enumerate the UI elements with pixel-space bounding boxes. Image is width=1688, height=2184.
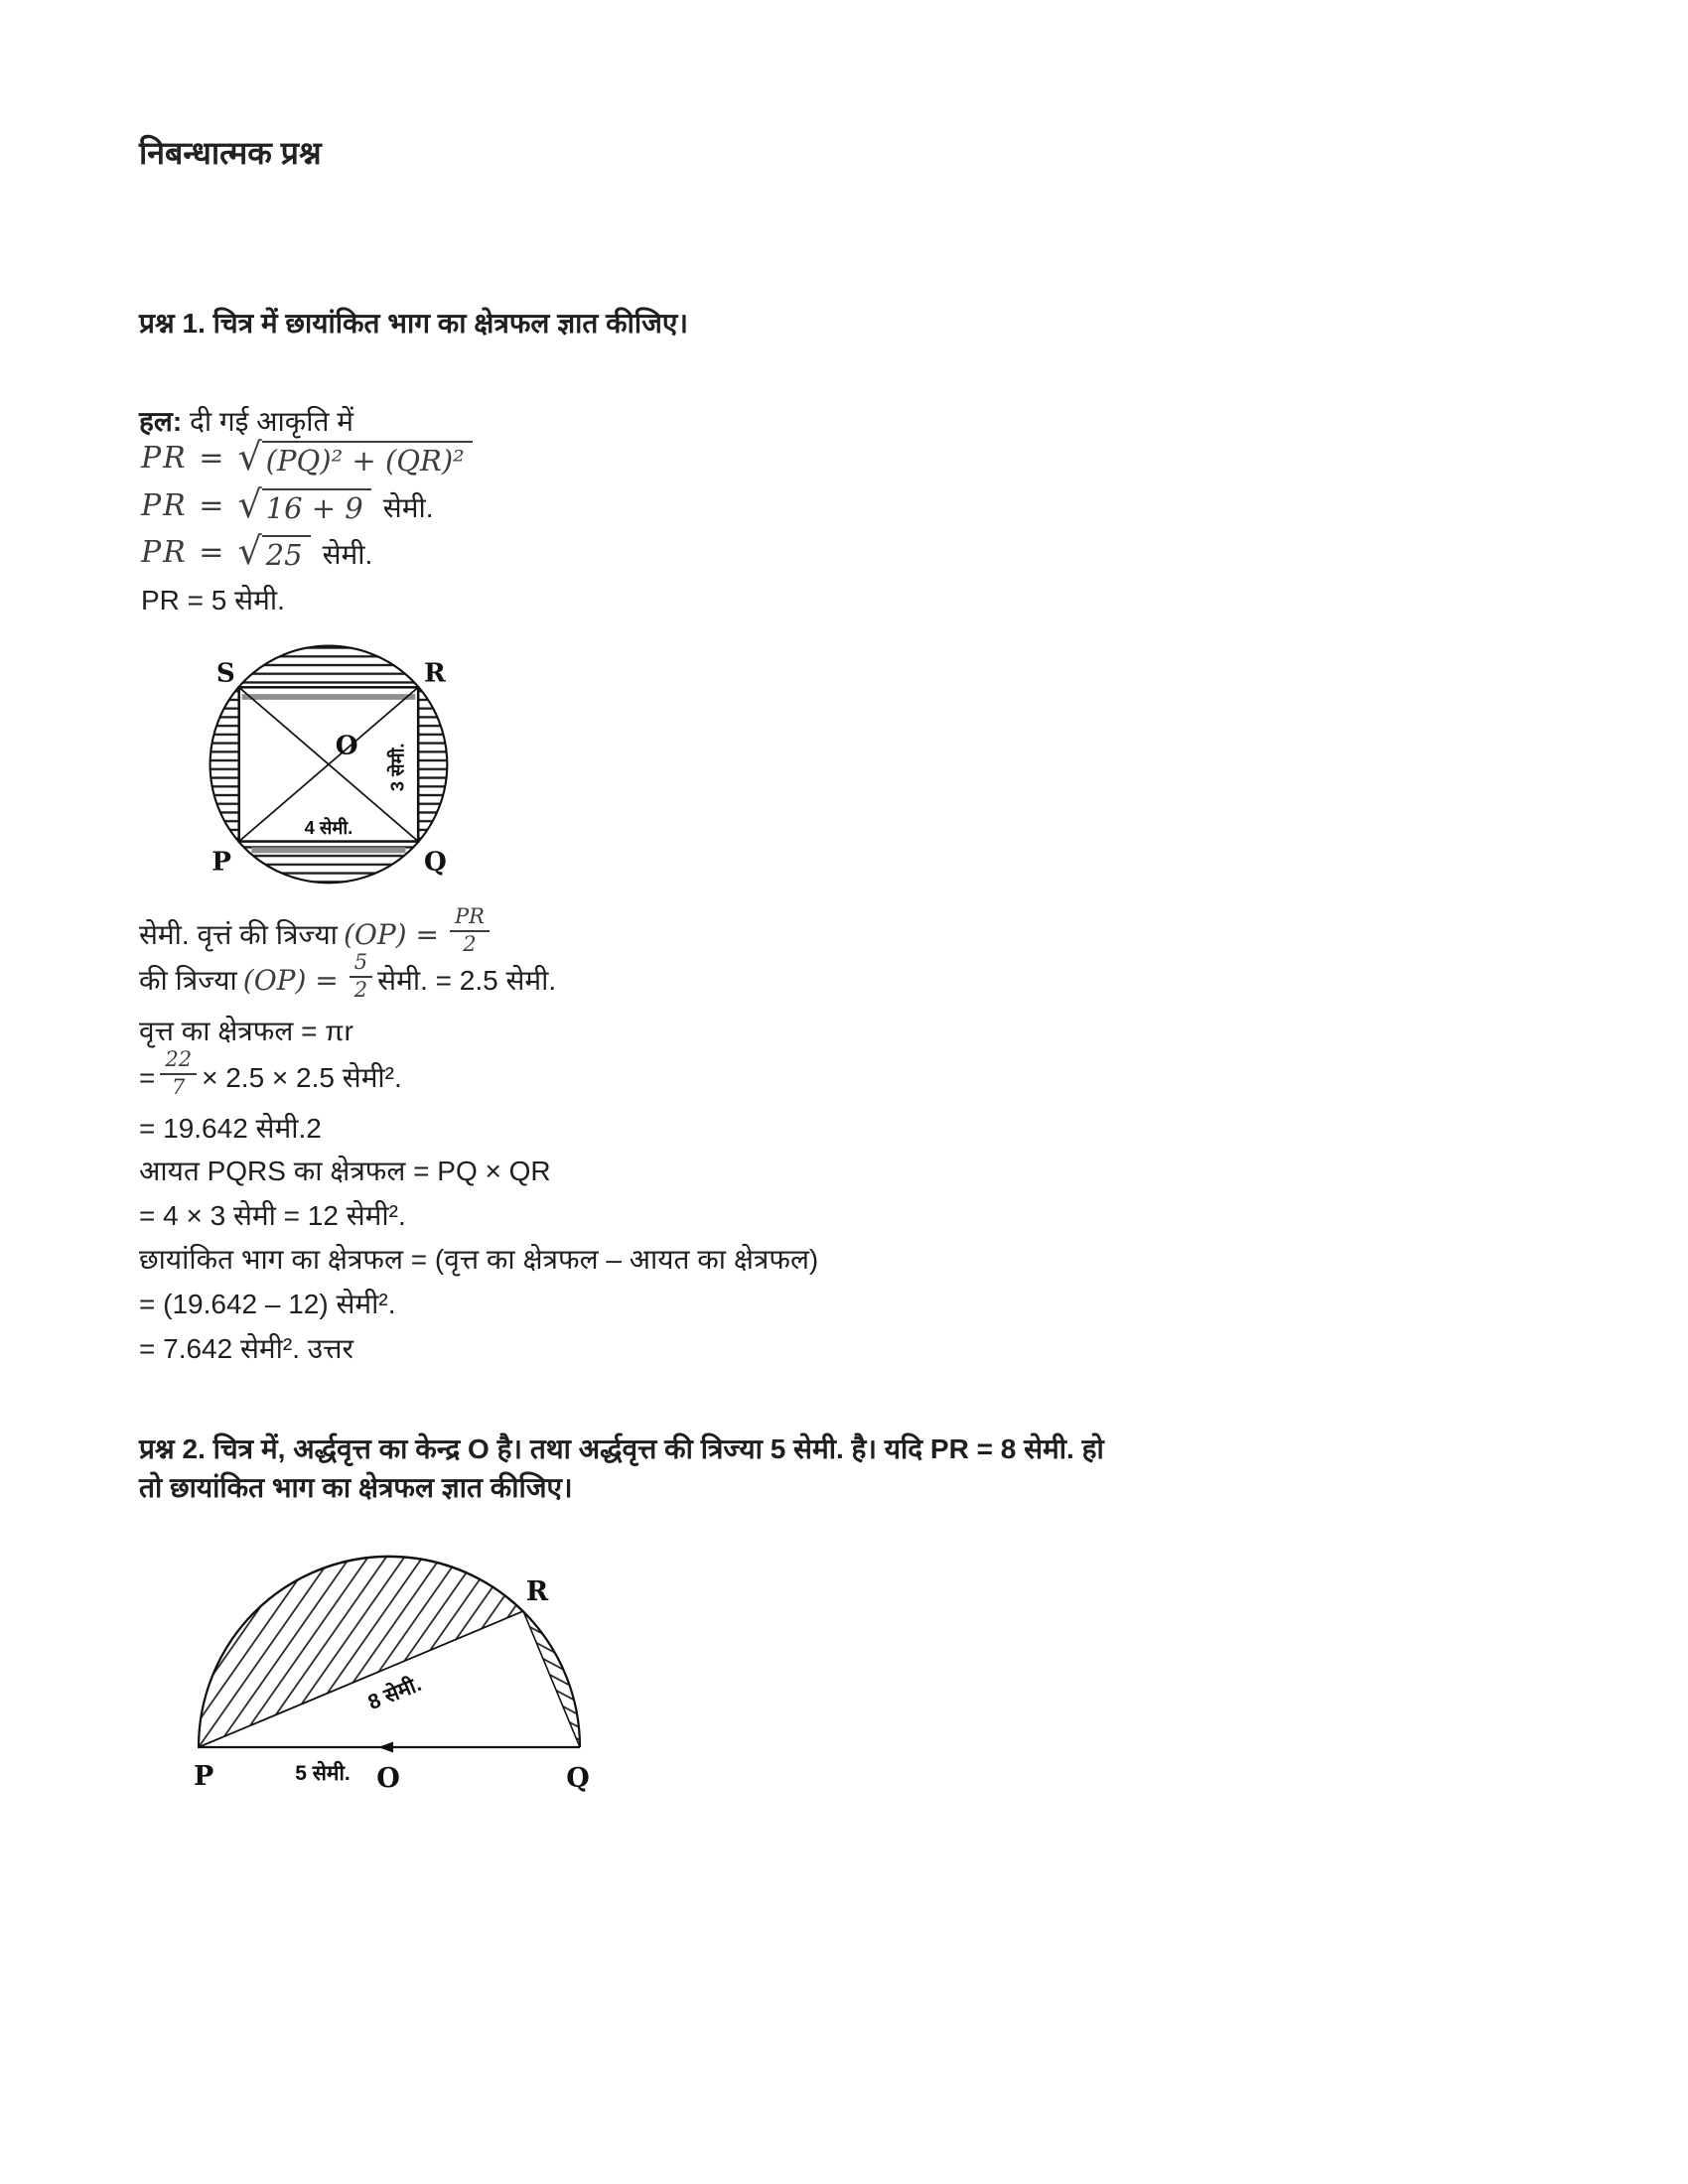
radicand: 25 bbox=[262, 535, 311, 572]
vertex-label-s: S bbox=[215, 657, 235, 689]
solution-intro-text: दी गई आकृति में bbox=[182, 406, 354, 437]
equals-sign: = bbox=[139, 1061, 156, 1093]
question-1-text: प्रश्न 1. चित्र में छायांकित भाग का क्षेत्रफल ज्ञात कीजिए। bbox=[139, 308, 689, 339]
equation-lhs: PR = bbox=[141, 441, 226, 476]
solution-line-answer: = 7.642 सेमी². उत्तर bbox=[139, 1333, 353, 1364]
question-2-line-2: तो छायांकित भाग का क्षेत्रफल ज्ञात कीजिए। bbox=[139, 1472, 573, 1503]
solution-line-area-calc bbox=[139, 1047, 402, 1103]
solution-line-shaded-area-formula: छायांकित भाग का क्षेत्रफल = (वृत्त का क्षेत्रफल – आयत का क्षेत्रफल) bbox=[139, 1244, 819, 1275]
figure-circle-with-rectangle bbox=[197, 617, 457, 907]
solution-line-circle-area-value: = 19.642 सेमी.2 bbox=[139, 1113, 322, 1144]
vertex-label-q: Q bbox=[424, 846, 447, 878]
fraction-numerator: PR bbox=[450, 905, 490, 932]
question-2-line-1: प्रश्न 2. चित्र में, अर्द्धवृत्त का केन्द्र O है। तथा अर्द्धवृत्त की त्रिज्या 5 सेमी. है। यदि PR = 8 सेमी. हो bbox=[139, 1433, 1104, 1464]
equation-lhs: PR = bbox=[141, 488, 226, 523]
center-marker-o bbox=[378, 1742, 393, 1753]
base-dimension-label: 4 सेमी. bbox=[304, 816, 353, 838]
solution-line-radius-value bbox=[139, 950, 557, 1006]
solution-line-radius bbox=[139, 904, 494, 960]
equation-pr-5: PR = 5 सेमी. bbox=[141, 585, 285, 615]
shaded-segment-rq bbox=[523, 1611, 580, 1747]
question-2-text bbox=[139, 1430, 1579, 1507]
fraction-numerator: 22 bbox=[160, 1048, 197, 1075]
vertex-label-p: P bbox=[194, 1761, 214, 1792]
radius-dimension-label: 5 सेमी. bbox=[295, 1762, 351, 1785]
radical-sign: √ bbox=[237, 435, 262, 478]
square-root bbox=[237, 529, 310, 573]
line-rest: सेमी. = 2.5 सेमी. bbox=[377, 964, 557, 996]
vertex-label-r: R bbox=[525, 1576, 549, 1607]
solution-label: हल: bbox=[139, 406, 183, 437]
fraction-numerator: 5 bbox=[350, 951, 372, 978]
center-label-o: O bbox=[335, 730, 358, 761]
solution-line-rectangle-area-value: = 4 × 3 सेमी = 12 सेमी². bbox=[139, 1200, 406, 1231]
square-root bbox=[237, 482, 370, 526]
equation-pr-root-25 bbox=[141, 529, 373, 573]
fraction-22-7 bbox=[160, 1048, 197, 1099]
unit-label: सेमी. bbox=[382, 492, 434, 523]
chord-dimension-label: 8 सेमी. bbox=[364, 1672, 425, 1715]
center-label-o: O bbox=[376, 1763, 400, 1794]
section-heading: निबन्धात्मक प्रश्न bbox=[139, 135, 322, 171]
line-text: की त्रिज्या bbox=[139, 964, 237, 996]
fraction-denominator: 7 bbox=[172, 1074, 186, 1099]
unit-label: सेमी. bbox=[322, 539, 373, 570]
fraction-denominator: 2 bbox=[463, 931, 477, 956]
solution-line-rectangle-area: आयत PQRS का क्षेत्रफल = PQ × QR bbox=[139, 1156, 551, 1186]
radical-sign: √ bbox=[237, 529, 262, 573]
math-op-expr: (OP) = bbox=[242, 963, 339, 997]
vertex-label-q: Q bbox=[566, 1763, 590, 1794]
line-rest: × 2.5 × 2.5 सेमी². bbox=[202, 1061, 402, 1093]
fraction-5-2 bbox=[350, 951, 372, 1002]
fraction-pr-2 bbox=[450, 905, 490, 956]
equation-lhs: PR = bbox=[141, 535, 226, 570]
equation-pr-root-16-9 bbox=[141, 482, 434, 526]
equation-pr-root-pq-qr bbox=[141, 435, 473, 478]
line-text: सेमी. वृत्तं की त्रिज्या bbox=[139, 918, 338, 950]
radicand: (PQ)² + (QR)² bbox=[262, 441, 473, 478]
vertex-label-r: R bbox=[424, 657, 446, 689]
figure-semicircle bbox=[184, 1549, 655, 1797]
side-dimension-label: 3 सेमी. bbox=[386, 743, 408, 792]
solution-1-intro bbox=[139, 405, 353, 439]
radicand: 16 + 9 bbox=[262, 488, 371, 525]
shaded-segment-pr bbox=[199, 1557, 523, 1747]
radical-sign: √ bbox=[237, 482, 262, 526]
square-root bbox=[237, 435, 472, 478]
fraction-denominator: 2 bbox=[353, 977, 368, 1002]
solution-line-shaded-area-sub: = (19.642 – 12) सेमी². bbox=[139, 1289, 396, 1319]
solution-line-circle-area: वृत्त का क्षेत्रफल = πr bbox=[139, 1016, 353, 1046]
vertex-label-p: P bbox=[211, 846, 231, 878]
math-op-expr: (OP) = bbox=[343, 917, 439, 951]
